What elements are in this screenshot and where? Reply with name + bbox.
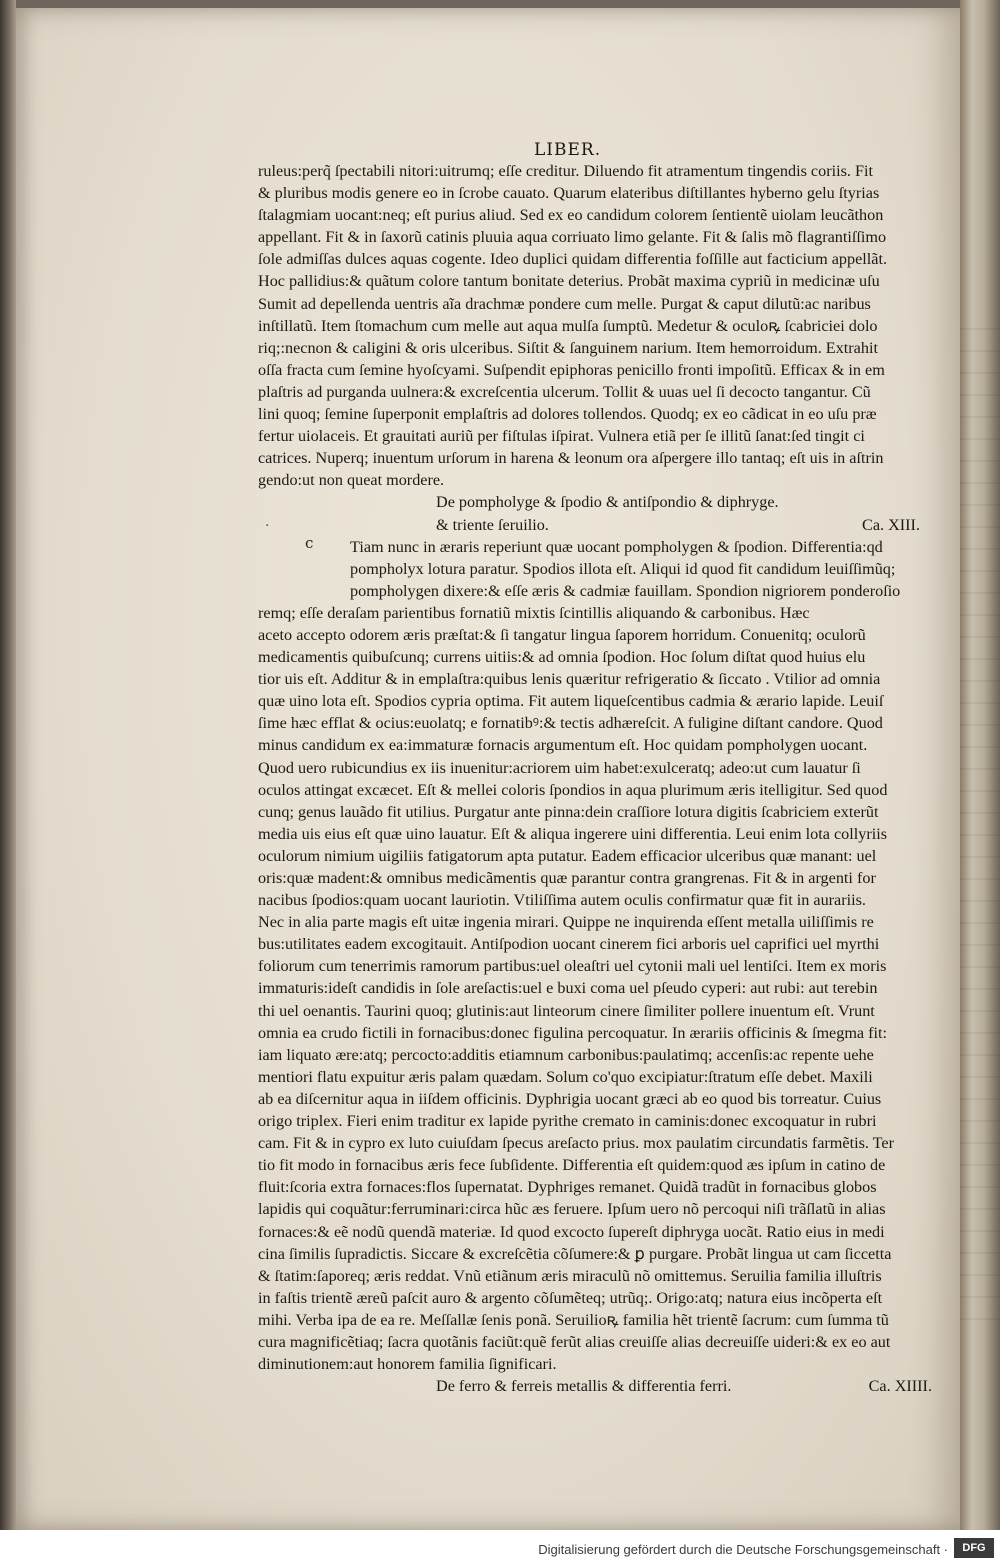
- line-text: plaſtris ad purganda uulnera:& excreſcentia ulcerum. Tollit & uuas uel ſi decocto tangantur. Cũ: [258, 382, 871, 401]
- line-text: lini quoq; ſemine ſuperponit emplaſtris ad dolores tollendos. Quodq; ex eo cãdicat in eo uſu præ: [258, 405, 877, 424]
- text-line: [258, 315, 938, 337]
- line-text: omnia ea crudo fictili in fornacibus:donec figulina percoquatur. In ærariis officinis & ſmegma fit:: [258, 1023, 888, 1042]
- line-text: pompholygen dixere:& eſſe æris & cadmiæ fauillam. Spondion nigriorem ponderoſio: [350, 581, 901, 600]
- text-line: [258, 757, 938, 779]
- line-text: ruleus:perq̃ ſpectabili nitori:uitrumq; eſſe creditur. Diluendo fit atramentum tingendis coriis. Fit: [258, 162, 873, 180]
- text-line: [258, 1022, 938, 1044]
- line-text: catrices. Nuperq; inuentum urſorum in harena & leonum ora aſpergere illo tantaq; eſt uis in aſtrin: [258, 449, 884, 468]
- text-line: [258, 381, 938, 403]
- text-line: [258, 624, 938, 646]
- line-text: oculorum nimium uigiliis fatigatorum apta putatur. Eadem efficacior ulceribus quæ manant: uel: [258, 846, 877, 865]
- line-text: fertur uiolaceis. Et grauitati auriũ per fiſtulas iſpirat. Vulnera etiã per ſe illitũ ſanat:ſed tingit ci: [258, 427, 865, 446]
- text-line: [258, 447, 938, 469]
- line-text: medicamentis quibuſcunq; currens uitiis:& ad omnia ſpodion. Hoc ſolum diſtat quod huius elu: [258, 648, 866, 667]
- text-line: [258, 801, 938, 823]
- line-text: media uis eius eſt quæ uino lauatur. Eſt & aliqua ingerere uini differentia. Leui enim lota collyriis: [258, 824, 888, 843]
- text-line: [258, 977, 938, 999]
- text-line: [258, 226, 938, 248]
- text-line: [258, 491, 938, 513]
- chapter-number: Ca. XIIII.: [868, 1377, 932, 1396]
- text-line: [258, 580, 938, 602]
- line-text: mihi. Verba ipa de ea re. Meſſallæ ſenis ponã. Seruilioꝶ familia hẽt trientẽ ſacrum: cum ſumma tũ: [258, 1310, 889, 1329]
- line-text: De pompholyge & ſpodio & antiſpondio & diphryge.: [436, 493, 779, 512]
- text-line: [258, 1154, 938, 1176]
- line-text: cunq; genus lauãdo fit utilius. Purgatur ante pinna:dein craſſiore lotura digitis ſcabriciem exterũt: [258, 802, 879, 821]
- text-line: [258, 712, 938, 734]
- dfg-logo: DFG: [954, 1538, 994, 1558]
- line-text: mentiori flatu expuitur æris palam quædam. Solum co'quo excipiatur:ſtratum eſſe debet. Maxili: [258, 1067, 873, 1086]
- facing-page-shadow: [960, 320, 1000, 1320]
- text-line: [258, 955, 938, 977]
- text-line: [258, 867, 938, 889]
- text-line: [258, 1132, 938, 1154]
- text-line: [258, 911, 938, 933]
- line-text: fluit:ſcoria extra fornaces:flos ſupernatat. Dyphriges remanet. Quidã tradũt in fornacibus globos: [258, 1178, 877, 1197]
- text-line: [258, 514, 938, 536]
- text-line: [258, 1088, 938, 1110]
- line-text: thi uel oenantis. Taurini quoq; glutinis:aut linteorum cinere ſimiliter pollere inuentum eſt. Vrunt: [258, 1001, 875, 1020]
- text-line: [258, 1309, 938, 1331]
- text-line: [258, 1331, 938, 1353]
- footer-credit: Digitalisierung gefördert durch die Deutsche Forschungsgemeinschaft ·: [538, 1542, 948, 1557]
- text-line: [258, 734, 938, 756]
- margin-dot: .: [265, 514, 270, 530]
- line-text: ſtalagmiam uocant:neq; eſt purius aliud. Sed ex eo candidum colorem ſentientẽ uiolam leucãthon: [258, 206, 884, 225]
- line-text: tior uis eſt. Additur & in emplaſtra:quibus lenis quæritur refrigeratio & ſiccato . Vtilior ad omnia: [258, 670, 881, 689]
- line-text: oſſa fracta cum ſemine hyoſcyami. Suſpendit epiphoras penicillo fronti impoſitũ. Efficax & in em: [258, 360, 885, 379]
- text-line: [258, 204, 938, 226]
- line-text: ſole admiſſas dulces aquas cogente. Ideo duplici quidam differentia foſſille aut facticium appellãt.: [258, 250, 887, 269]
- line-text: appellant. Fit & in ſaxorũ catinis pluuia aqua corriuato limo gelante. Fit & ſalis mõ flagrantiſſimo: [258, 228, 887, 247]
- text-line: [258, 536, 938, 558]
- line-text: cura magnificẽtiaq; ſacra quotãnis faciũt:quẽ ferũt alias creuiſſe alias decreuiſſe uideri:& ex eo aut: [258, 1332, 891, 1351]
- text-line: [258, 646, 938, 668]
- line-text: bus:utilitates eadem excogitauit. Antiſpodion uocant cinerem fici arboris uel caprifici uel myrthi: [258, 935, 880, 954]
- text-line: [258, 1044, 938, 1066]
- text-line: [258, 1221, 938, 1243]
- chapter-number: Ca. XIII.: [862, 515, 920, 534]
- text-line: [258, 823, 938, 845]
- text-line: [258, 1375, 938, 1397]
- text-line: [258, 403, 938, 425]
- line-text: minus candidum ex ea:immaturæ fornacis argumentum eſt. Hoc quidam pompholygen uocant.: [258, 736, 868, 755]
- line-text: De ferro & ferreis metallis & differentia ferri.: [436, 1377, 732, 1396]
- line-text: ab ea diſcernitur aqua in iiſdem officinis. Dyphrigia uocant græci ab eo quod bis torreatur. Cuius: [258, 1089, 882, 1108]
- text-line: [258, 668, 938, 690]
- text-line: [258, 1265, 938, 1287]
- text-line: [258, 558, 938, 580]
- page-header: LIBER.: [534, 140, 602, 160]
- line-text: & pluribus modis genere eo in ſcrobe cauato. Quarum elateribus diſtillantes hyberno gelu ſtyrias: [258, 184, 880, 203]
- line-text: Sumit ad depellenda uentris aĩa drachmæ pondere cum melle. Purgat & caput dilutũ:ac naribus: [258, 294, 871, 313]
- text-line: [258, 248, 938, 270]
- line-text: pompholyx lotura paratur. Spodios illota eſt. Aliqui id quod fit candidum leuiſſimũq;: [350, 559, 896, 578]
- line-text: Quod uero rubicundius ex iis inuenitur:acriorem uim habet:exulceratq; adeo:ut cum lauatur ſi: [258, 758, 861, 777]
- text-line: [258, 889, 938, 911]
- text-block: [258, 160, 938, 1397]
- text-line: [258, 293, 938, 315]
- text-line: [258, 1243, 938, 1265]
- text-line: [258, 270, 938, 292]
- text-line: [258, 182, 938, 204]
- text-line: [258, 469, 938, 491]
- text-line: [258, 1353, 938, 1375]
- text-line: [258, 933, 938, 955]
- text-line: [258, 160, 938, 182]
- text-line: [258, 1198, 938, 1220]
- line-text: in faſtis trientẽ æreũ paſcit auro & argento cõſumẽteq; utrũq;. Origo:atq; natura eius incõperta eſt: [258, 1288, 883, 1307]
- text-line: [258, 1000, 938, 1022]
- line-text: foliorum cum tenerrimis ramorum partibus:uel oleaſtri uel cytonii mali uel lentiſci. Item ex moris: [258, 957, 887, 976]
- text-line: [258, 337, 938, 359]
- line-text: cam. Fit & in cypro ex luto cuiuſdam ſpecus areſacto prius. mox paulatim circundatis farmẽtis. Ter: [258, 1134, 894, 1153]
- line-text: origo triplex. Fieri enim traditur ex lapide pyrithe cremato in caminis:donec excoquatur in rubri: [258, 1112, 877, 1131]
- line-text: lapidis qui coquãtur:ferruminari:circa hũc æs feruere. Ipſum uero nõ percoqui niſi trãſlatũ in alias: [258, 1200, 886, 1219]
- book-edge-left: [0, 0, 16, 1530]
- line-text: inſtillatũ. Item ſtomachum cum melle aut aqua mulſa ſumptũ. Medetur & oculoꝶ ſcabriciei dolo: [258, 316, 878, 335]
- line-text: Tiam nunc in æraris reperiunt quæ uocant pompholygen & ſpodion. Differentia:qd: [350, 537, 883, 556]
- line-text: oris:quæ madent:& omnibus medicãmentis quæ parantur contra grangrenas. Fit & in argenti for: [258, 869, 876, 887]
- text-line: [258, 1287, 938, 1309]
- line-text: quæ uino lota eſt. Spodios cypria optima. Fit autem liqueſcentibus cadmia & ærario lapide. Leuiſ: [258, 692, 884, 711]
- line-text: tio fit modo in fornacibus æris fece ſubſidente. Differentia eſt quidem:quod æs ipſum in catino de: [258, 1156, 886, 1175]
- line-text: nacibus ſpodios:quam uocant lauriotin. Vtiliſſima autem oculis confirmatur quæ fit in aurariis.: [258, 891, 866, 910]
- line-text: remq; eſſe deraſam parientibus fornatiũ mixtis ſcintillis aliquando & carbonibus. Hæc: [258, 603, 810, 622]
- line-text: ſime hæc efflat & ocius:euolatq; e fornatibꝰ:& tectis adhæreſcit. A fuligine diſtant candore. Quod: [258, 714, 883, 733]
- footer-bar: [0, 1530, 1000, 1564]
- line-text: diminutionem:aut honorem familia ſignificari.: [258, 1355, 557, 1374]
- line-text: gendo:ut non queat mordere.: [258, 471, 445, 490]
- text-line: [258, 845, 938, 867]
- line-text: riq;:necnon & caligini & oris ulceribus. Siſtit & ſanguinem narium. Item hemorroidum. Extrahit: [258, 338, 878, 357]
- line-text: immaturis:ideſt candidis in ſole areſactis:uel e buxi coma uel pſeudo cyperi: aut rubi: aut terebin: [258, 979, 878, 998]
- line-text: oculos attingat excæcet. Eſt & mellei coloris ſpondios in aqua plurimum æris itelligitur. Sed quod: [258, 780, 888, 799]
- line-text: iam liquato ære:atq; percocto:additis etiamnum carbonibus:paulatimq; accenſis:ac repente uehe: [258, 1045, 874, 1064]
- line-text: fornaces:& eẽ nodũ quendã materiæ. Id quod excocto ſupereſt diphryga uocãt. Ratio eius in medi: [258, 1222, 885, 1241]
- text-line: [258, 602, 938, 624]
- text-line: [258, 1176, 938, 1198]
- text-line: [258, 779, 938, 801]
- line-text: Nec in alia parte magis eſt uitæ ingenia mirari. Quippe ne inquirenda eſſent metalla uiliſſimis re: [258, 913, 874, 932]
- text-line: [258, 425, 938, 447]
- text-line: [258, 690, 938, 712]
- text-line: [258, 1066, 938, 1088]
- line-text: Hoc pallidius:& quãtum colore tantum bonitate deterius. Probãt maxima cypriũ in medicinæ uſu: [258, 272, 880, 291]
- line-text: cina ſimilis ſupradictis. Siccare & excreſcẽtia cõſumere:& ꝑ purgare. Probãt lingua ut cam ſiccetta: [258, 1244, 892, 1263]
- margin-mark-c: c: [305, 534, 314, 552]
- text-line: [258, 359, 938, 381]
- line-text: & ſtatim:ſaporeq; æris reddat. Vnũ etiãnum æris miraculũ nõ omittemus. Seruilia familia illuſtris: [258, 1266, 882, 1285]
- line-text: & triente ſeruilio.: [436, 515, 549, 534]
- line-text: aceto accepto odorem æris præſtat:& ſi tangatur lingua ſaporem horridum. Conuenitq; oculorũ: [258, 625, 866, 644]
- text-line: [258, 1110, 938, 1132]
